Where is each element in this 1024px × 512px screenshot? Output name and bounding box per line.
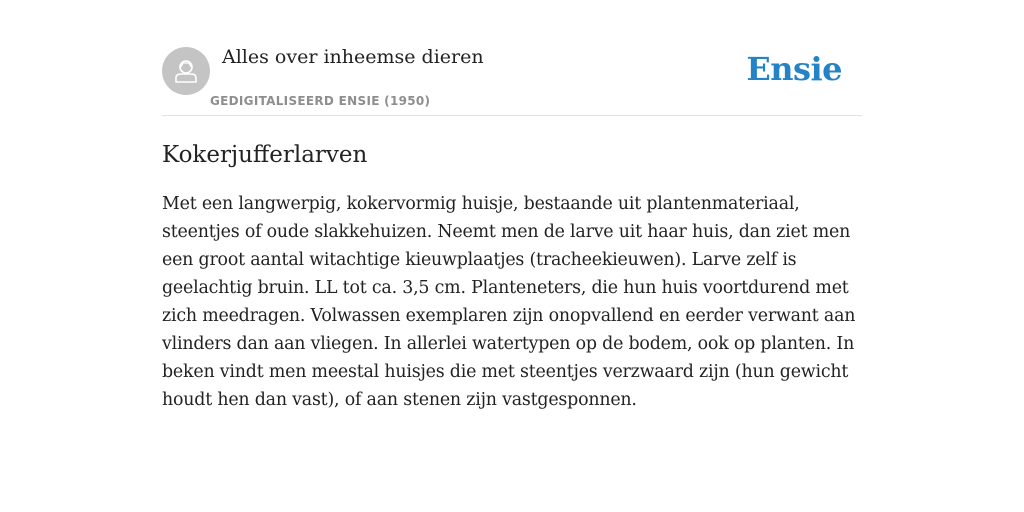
entry-card <box>162 44 862 414</box>
user-icon <box>162 47 210 95</box>
brand-logo[interactable]: Ensie <box>746 50 842 88</box>
source-title[interactable]: Alles over inheemse dieren <box>222 46 484 68</box>
avatar[interactable] <box>162 47 210 95</box>
source-subtitle: GEDIGITALISEERD ENSIE (1950) <box>210 94 431 108</box>
entry-definition: Met een langwerpig, kokervormig huisje, bestaande uit plantenmateriaal, steentjes of oude slakkehuizen. Neemt men de larve uit haar huis, dan ziet men een groot aantal witachtige kieuwplaatjes (tracheekieuwen). Larve zelf is geelachtig bruin. LL tot ca. 3,5 cm. Planteneters, die hun huis voortdurend met zich meedragen. Volwassen exemplaren zijn onopvallend en eerder verwant aan vlinders dan aan vliegen. In allerlei watertypen op de bodem, ook op planten. In beken vindt men meestal huisjes die met steentjes verzwaard zijn (hun gewicht houdt hen dan vast), of aan stenen zijn vastgesponnen. <box>162 194 856 410</box>
entry-title: Kokerjufferlarven <box>162 142 368 168</box>
source-header <box>162 44 862 116</box>
